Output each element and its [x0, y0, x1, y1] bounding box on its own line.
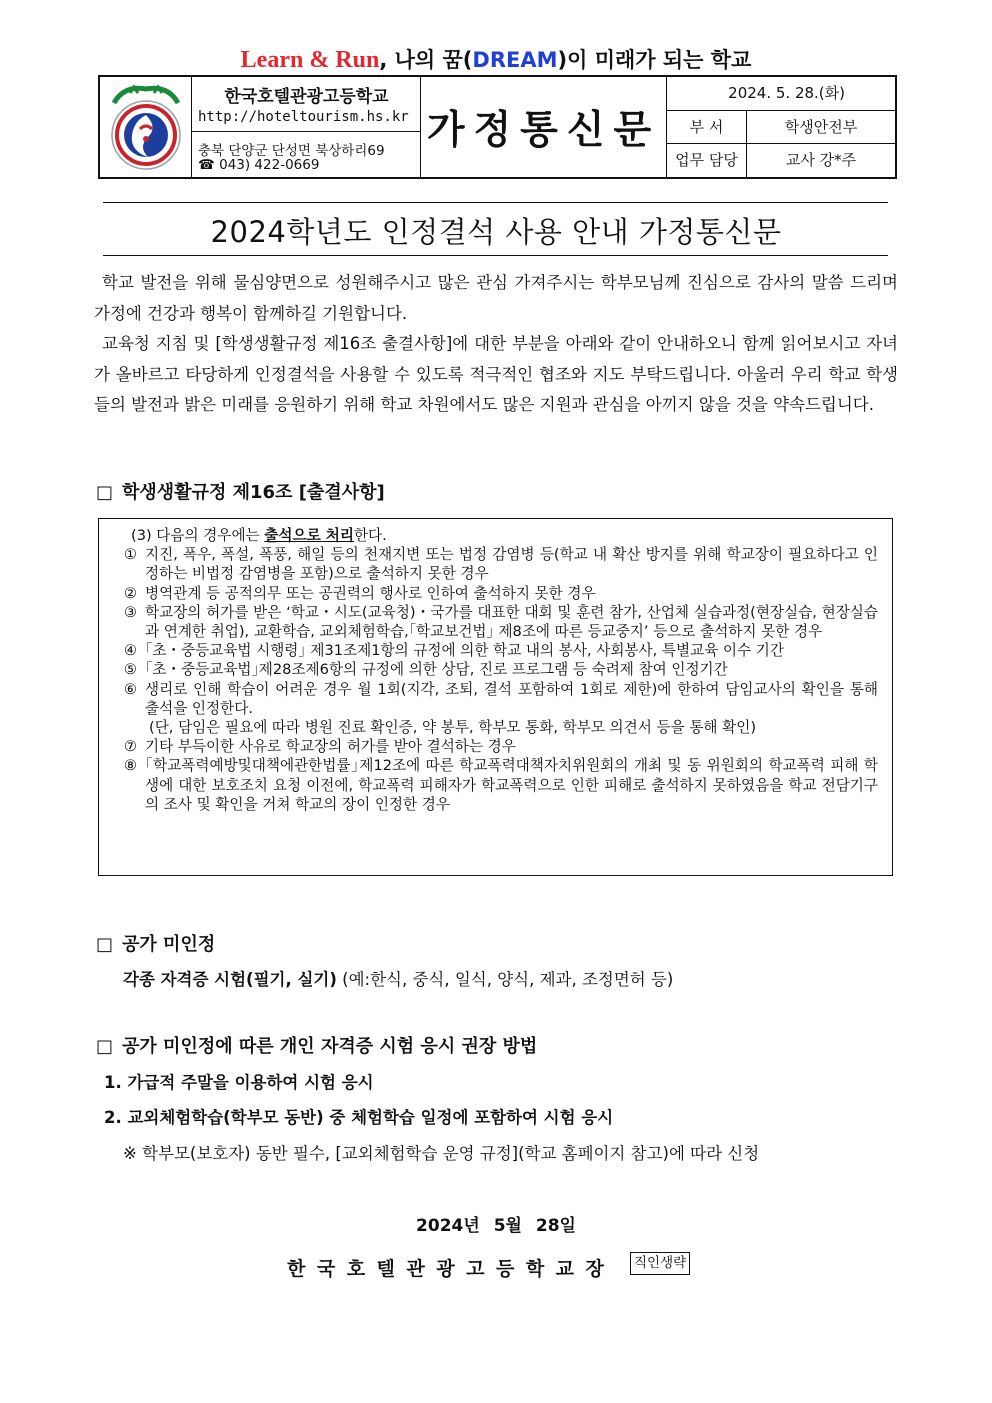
item-text: 기타 부득이한 사유로 학교장의 허가를 받아 결석하는 경우 [145, 738, 516, 756]
item-number: ① [123, 546, 137, 564]
recommendation-note: ※ 학부모(보호자) 동반 필수, [교외체험학습 운영 규정](학교 홈페이지 참고)에 따라 신청 [123, 1144, 760, 1163]
school-url-link[interactable]: http://hoteltourism.hs.kr [198, 109, 409, 125]
item-number: ⑧ [123, 757, 137, 775]
issue-date: 2024. 5. 28.(화) [667, 77, 895, 111]
subject-top-rule [103, 202, 888, 203]
item-text: 생리로 인해 학습이 어려운 경우 월 1회(지각, 조퇴, 결석 포함하여 1회로 제한)에 한하여 담임교사의 확인을 통해 출석을 인정한다. [145, 680, 878, 717]
department-value: 학생안전부 [784, 118, 858, 136]
regulation-item [115, 545, 878, 583]
section-heading-unrecognized [96, 930, 215, 956]
regulation-intro-end: 한다. [353, 527, 387, 544]
item-text: ｢초・중등교육법｣제28조제6항의 규정에 의한 상담, 진로 프로그램 등 숙려제 참여 인정기간 [145, 661, 728, 679]
slogan [0, 44, 992, 74]
school-name: 한국호텔관광고등학교 [224, 87, 389, 107]
unrecognized-detail-examples: (예:한식, 중식, 일식, 양식, 제과, 조정면허 등) [336, 970, 674, 989]
item-number: ④ [123, 642, 137, 660]
section-title-regulation: 학생생활규정 제16조 [출결사항] [122, 482, 385, 503]
letter-date: 2024년 5월 28일 [416, 1216, 576, 1236]
staff-value: 교사 강*주 [785, 151, 857, 169]
item-number: ⑥ [123, 680, 137, 698]
regulation-item [115, 756, 878, 814]
school-address: 충북 단양군 단성면 북상하리69 [198, 143, 385, 159]
staff-row [667, 144, 895, 177]
item-text: ｢학교폭력예방및대책에관한법률｣제12조에 따른 학교폭력대책자치위원회의 개최 및 동 위원회의 학교폭력 피해 학생에 대한 보호조치 요청 이전에, 학교폭력 피해자가 학교폭력으로 인한 피해로 출석하지 못하였음을 학교 전담기구의 조사 및 확인을 거쳐 학교의 장이 인정한 경우 [145, 757, 879, 813]
slogan-part-learn-run: Learn & Run [240, 47, 380, 73]
unrecognized-detail [123, 966, 673, 990]
header-table [98, 75, 897, 179]
item-number: ③ [123, 603, 137, 621]
section-heading-recommendation [96, 1032, 537, 1058]
regulation-item [115, 603, 878, 641]
intro-paragraph-1: 학교 발전을 위해 물심양면으로 성원해주시고 많은 관심 가져주시는 학부모님께 진심으로 감사의 말씀 드리며 가정에 건강과 행복이 함께하길 기원합니다. [94, 273, 898, 323]
recommendation-item-1: 1. 가급적 주말을 이용하여 시험 응시 [104, 1073, 374, 1092]
regulation-item [115, 737, 878, 756]
subject-title: 2024학년도 인정결석 사용 안내 가정통신문 [210, 215, 782, 249]
checkbox-square-icon: □ [96, 482, 114, 503]
checkbox-square-icon: □ [96, 1036, 114, 1057]
unrecognized-detail-bold: 각종 자격증 시험(필기, 실기) [123, 970, 337, 989]
info-cell [667, 77, 895, 177]
item-text: 지진, 폭우, 폭설, 폭풍, 해일 등의 천재지변 또는 법정 감염병 등(학교 내 확산 방지를 위해 학교장이 필요하다고 인정하는 비법정 감염병을 포함)으로 출석하지 못한 경우 [145, 546, 878, 583]
logo-cell [100, 77, 192, 177]
item-text: 학교장의 허가를 받은 ‘학교・시도(교육청)・국가를 대표한 대회 및 훈련 참가, 산업체 실습과정(현장실습, 현장실습과 연계한 취업), 교환학습, 교외체험학습,｢학교보건법｣ 제8조에 따른 등교중지’ 등으로 출석하지 못한 경우 [145, 603, 878, 641]
title-cell [421, 77, 667, 177]
item-number: ⑤ [123, 661, 137, 679]
school-phone: ☎ 043) 422-0669 [198, 157, 320, 173]
document-title: 가정통신문 [426, 107, 661, 153]
section-title-recommendation: 공가 미인정에 따른 개인 자격증 시험 응시 권장 방법 [122, 1036, 538, 1057]
slogan-part-future: )이 미래가 되는 학교 [557, 48, 752, 72]
school-info-cell [192, 77, 421, 177]
slogan-part-dream-open: , 나의 꿈( [379, 48, 473, 72]
checkbox-square-icon: □ [96, 934, 114, 955]
staff-label: 업무 담당 [667, 144, 747, 177]
section-title-unrecognized: 공가 미인정 [122, 934, 216, 955]
school-emblem-logo [100, 77, 192, 177]
seal-omitted-stamp: 직인생략 [630, 1252, 690, 1275]
regulation-item [115, 660, 878, 679]
regulation-item [115, 680, 878, 718]
recommendation-item-2: 2. 교외체험학습(학부모 동반) 중 체험학습 일정에 포함하여 시험 응시 [104, 1108, 614, 1127]
item-number: ⑦ [123, 738, 137, 756]
divider [192, 131, 421, 132]
regulation-box [98, 518, 893, 876]
regulation-intro [115, 526, 878, 545]
department-label: 부 서 [667, 111, 747, 143]
regulation-item [115, 584, 878, 603]
subject-bottom-rule [103, 255, 888, 256]
regulation-intro-emphasis: 출석으로 처리 [264, 527, 354, 544]
intro-text [94, 268, 898, 421]
item-text: 병역관계 등 공적의무 또는 공권력의 행사로 인하여 출석하지 못한 경우 [145, 584, 596, 602]
intro-paragraph-2: 교육청 지침 및 [학생생활규정 제16조 출결사항]에 대한 부분을 아래와 같이 안내하오니 함께 읽어보시고 자녀가 올바르고 타당하게 인정결석을 사용할 수 있도록 적극적인 협조와 지도 부탁드립니다. 아울러 우리 학교 학생들의 발전과 밝은 미래를 응원하기 위해 학교 차원에서도 많은 지원과 관심을 아끼지 않을 것을 약속드립니다. [94, 334, 898, 415]
regulation-intro-text: (3) 다음의 경우에는 [131, 527, 265, 544]
regulation-item [115, 641, 878, 660]
principal-signature: 한국호텔관광고등학교장 [287, 1258, 616, 1280]
slogan-part-dream: DREAM [472, 48, 558, 72]
item-text: ｢초・중등교육법 시행령｣ 제31조제1항의 규정에 의한 학교 내의 봉사, 사회봉사, 특별교육 이수 기간 [145, 642, 784, 660]
regulation-note: (단, 담임은 필요에 따라 병원 진료 확인증, 약 봉투, 학부모 통화, 학부모 의견서 등을 통해 확인) [149, 719, 757, 737]
item-number: ② [123, 584, 137, 602]
department-row [667, 111, 895, 144]
section-heading-regulation [96, 478, 385, 504]
